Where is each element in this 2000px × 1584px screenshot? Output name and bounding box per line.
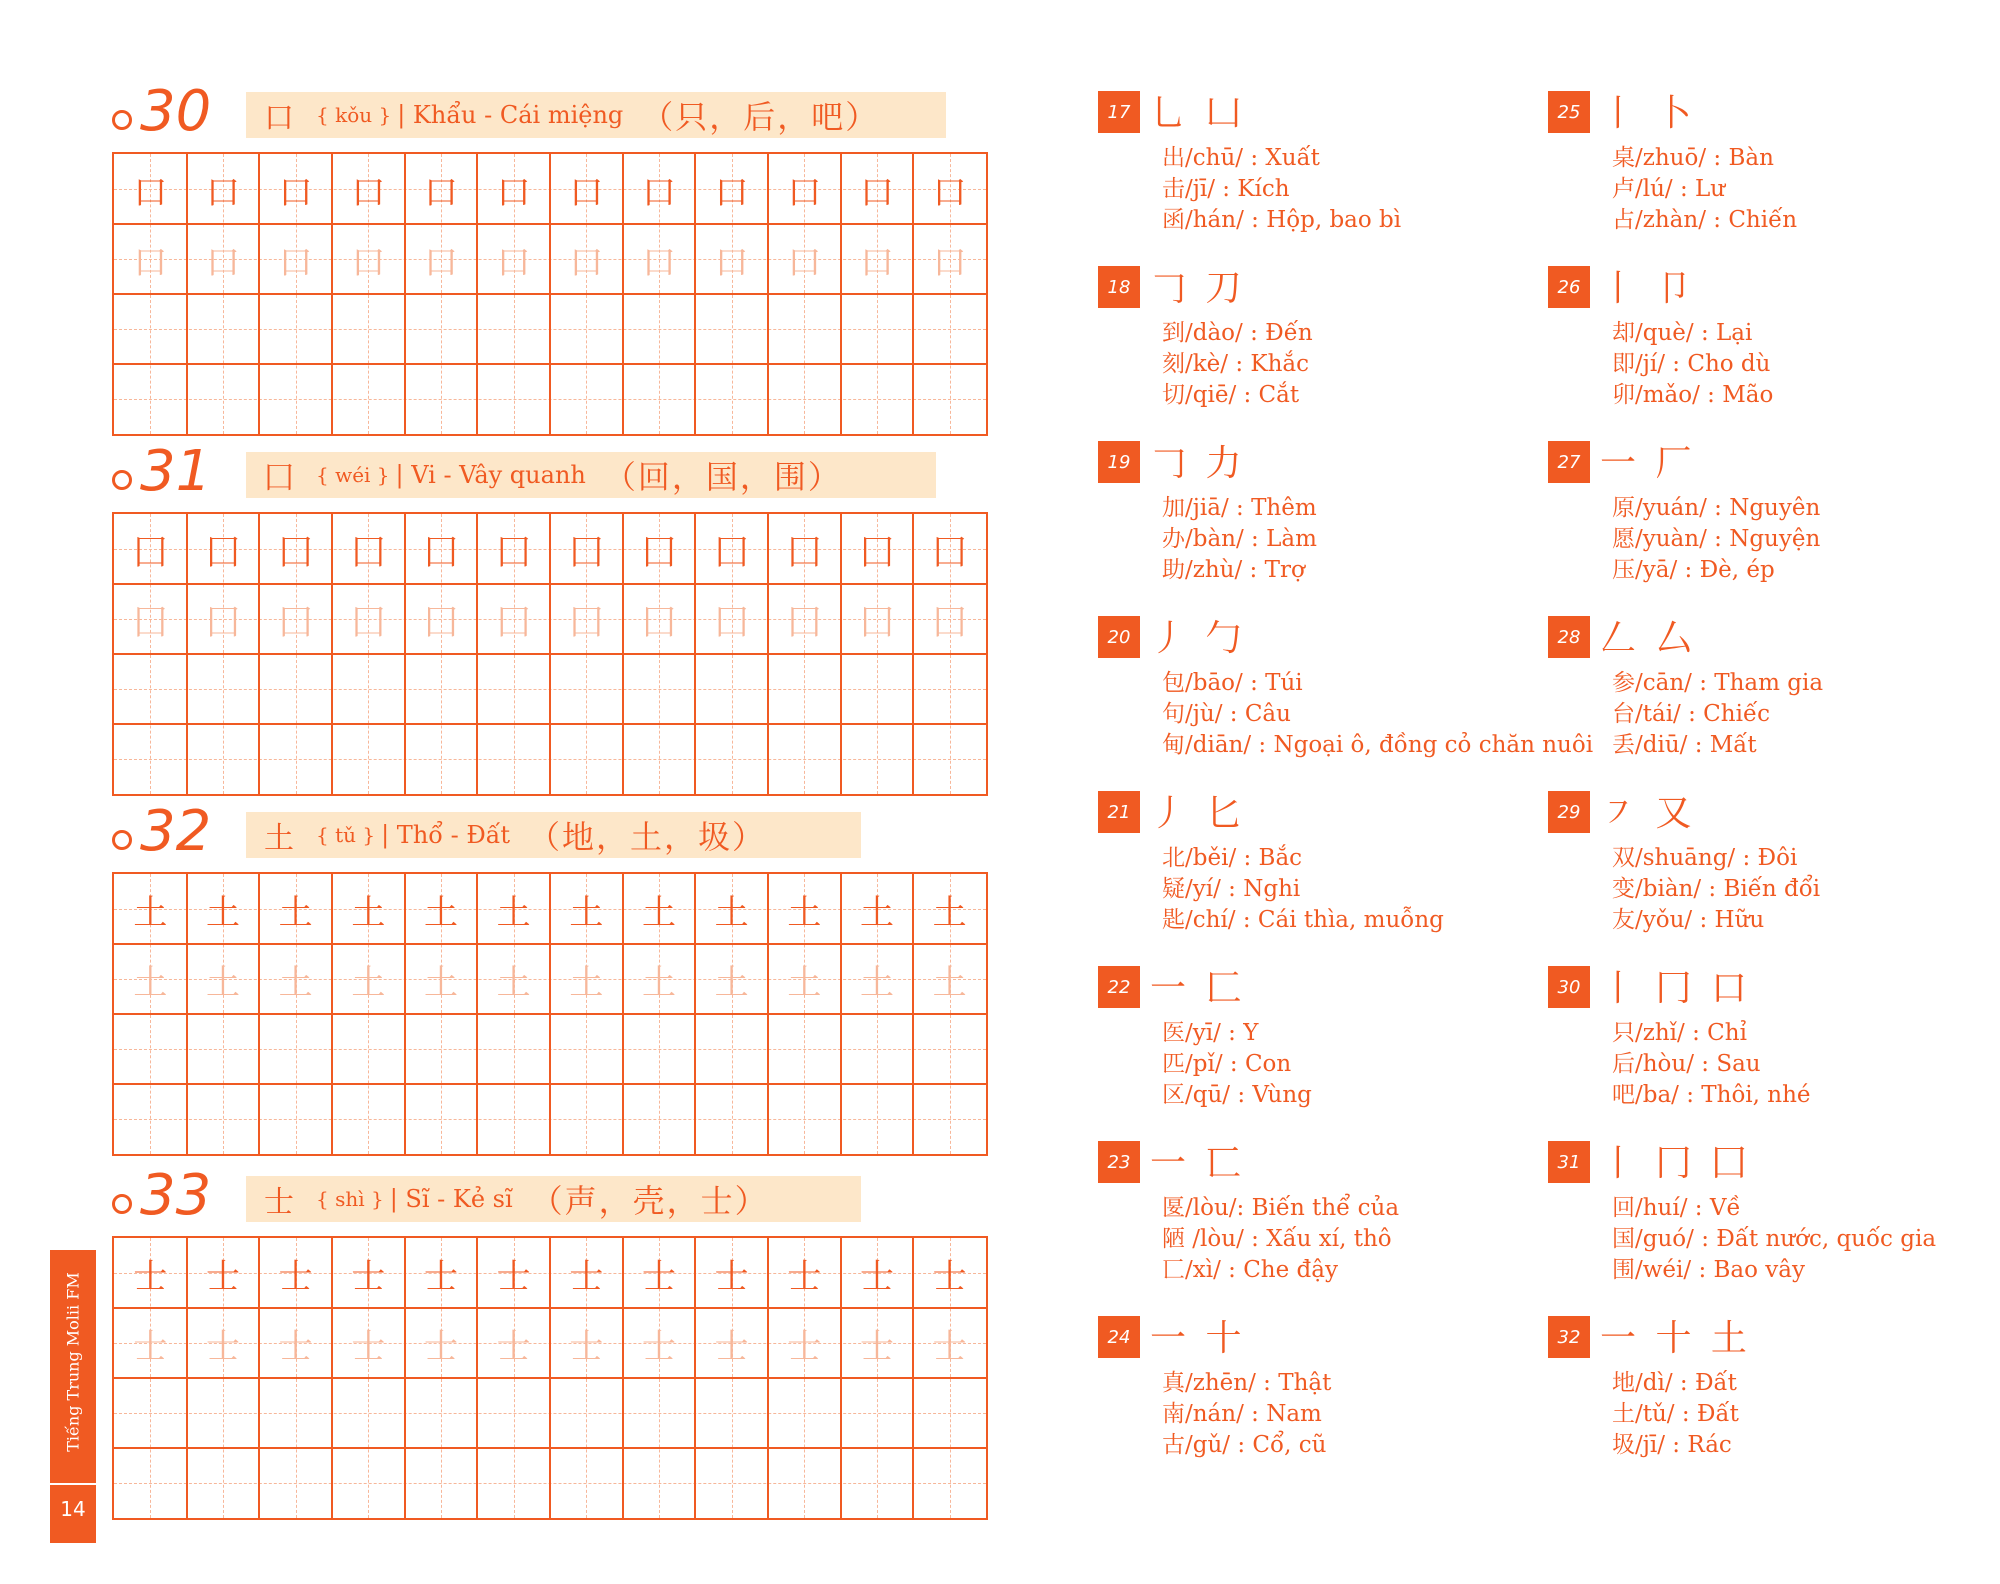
practice-char: 土 <box>133 892 168 933</box>
example-word: 击/jī/ : Kích <box>1162 176 1290 202</box>
example-words <box>1162 318 1313 411</box>
practice-char: 口 <box>859 172 894 213</box>
trace-char: 士 <box>641 1326 676 1367</box>
radical-char: 囗 <box>264 461 294 496</box>
trace-char: 囗 <box>351 602 386 643</box>
practice-char: 口 <box>641 172 676 213</box>
trace-char: 士 <box>569 1326 604 1367</box>
trace-char: 口 <box>133 242 168 283</box>
stroke-sequence: ㇇ 又 <box>1600 793 1696 834</box>
example-word: 回/huí/ : Về <box>1612 1195 1741 1221</box>
example-word: 助/zhù/ : Trợ <box>1162 557 1305 583</box>
entry-number-badge: 22 <box>1098 966 1140 1008</box>
entry-number-badge: 18 <box>1098 266 1140 308</box>
trace-char: 囗 <box>133 602 168 643</box>
radical-examples: （回，国，围） <box>603 458 842 496</box>
entry-number-badge: 24 <box>1098 1316 1140 1358</box>
section-number: 33 <box>140 1163 212 1228</box>
trace-char: 口 <box>859 242 894 283</box>
trace-char: 口 <box>714 242 749 283</box>
practice-char: 囗 <box>569 532 604 573</box>
practice-char: 口 <box>423 172 458 213</box>
trace-char: 口 <box>787 242 822 283</box>
radical-examples: （只，后，吧） <box>641 98 880 136</box>
stroke-sequence: 丿 勹 <box>1150 618 1246 659</box>
practice-char: 士 <box>351 1256 386 1297</box>
example-word: 后/hòu/ : Sau <box>1612 1051 1761 1077</box>
entry-number-badge: 29 <box>1548 791 1590 833</box>
practice-char: 土 <box>423 892 458 933</box>
entry-number-badge: 21 <box>1098 791 1140 833</box>
practice-char: 士 <box>205 1256 240 1297</box>
page-sidebar <box>50 1250 96 1543</box>
example-words <box>1162 1193 1399 1286</box>
example-word: 疑/yí/ : Nghi <box>1162 876 1301 902</box>
radical-info-band <box>246 92 946 138</box>
practice-char: 囗 <box>932 532 967 573</box>
radical-info-band <box>246 452 936 498</box>
practice-grid <box>112 152 988 436</box>
example-words <box>1612 318 1773 411</box>
trace-char: 土 <box>278 962 313 1003</box>
grid-line <box>114 363 986 365</box>
practice-char: 囗 <box>351 532 386 573</box>
example-words <box>1162 1018 1312 1111</box>
practice-char: 士 <box>859 1256 894 1297</box>
example-word: 卯/mǎo/ : Mão <box>1612 382 1774 408</box>
radical-examples: （声，壳，士） <box>530 1182 769 1220</box>
trace-char: 土 <box>787 962 822 1003</box>
radical-info-band <box>246 1176 861 1222</box>
practice-char: 土 <box>932 892 967 933</box>
example-word: 圾/jī/ : Rác <box>1612 1432 1732 1458</box>
trace-char: 土 <box>496 962 531 1003</box>
trace-char: 口 <box>278 242 313 283</box>
trace-char: 囗 <box>714 602 749 643</box>
stroke-sequence: 一 匚 <box>1150 968 1246 1009</box>
stroke-sequence: 一 十 <box>1150 1318 1246 1359</box>
stroke-sequence: 一 十 土 <box>1600 1318 1751 1359</box>
trace-char: 口 <box>932 242 967 283</box>
radical-pinyin: { kǒu } <box>316 103 392 127</box>
radical-meaning: | Khẩu - Cái miệng <box>397 101 624 129</box>
example-words <box>1612 843 1820 936</box>
stroke-sequence: 乚 凵 <box>1150 93 1246 134</box>
trace-char: 士 <box>205 1326 240 1367</box>
entry-number-badge: 25 <box>1548 91 1590 133</box>
radical-info-band <box>246 812 861 858</box>
trace-char: 口 <box>351 242 386 283</box>
example-word: 切/qiē/ : Cắt <box>1162 382 1300 408</box>
entry-number-badge: 20 <box>1098 616 1140 658</box>
practice-char: 口 <box>133 172 168 213</box>
entry-number-badge: 23 <box>1098 1141 1140 1183</box>
example-words <box>1162 143 1401 236</box>
practice-char: 土 <box>641 892 676 933</box>
entry-number-badge: 28 <box>1548 616 1590 658</box>
entry-number-badge: 26 <box>1548 266 1590 308</box>
practice-char: 士 <box>496 1256 531 1297</box>
practice-char: 囗 <box>496 532 531 573</box>
trace-char: 土 <box>205 962 240 1003</box>
practice-section-32 <box>112 799 988 1003</box>
practice-char: 土 <box>787 892 822 933</box>
stroke-sequence: 一 匸 <box>1150 1143 1246 1184</box>
example-word: 土/tǔ/ : Đất <box>1612 1401 1739 1427</box>
trace-char: 土 <box>641 962 676 1003</box>
example-word: 刻/kè/ : Khắc <box>1162 351 1310 377</box>
radical-pinyin: { shì } <box>316 1187 384 1211</box>
trace-char: 士 <box>423 1326 458 1367</box>
trace-char: 士 <box>787 1326 822 1367</box>
grid-line <box>114 1447 986 1449</box>
practice-grid <box>112 1236 988 1520</box>
practice-char: 士 <box>787 1256 822 1297</box>
practice-char: 土 <box>569 892 604 933</box>
trace-char: 士 <box>278 1326 313 1367</box>
practice-section-33 <box>112 1163 988 1367</box>
trace-char: 土 <box>859 962 894 1003</box>
radical-pinyin: { wéi } <box>316 463 390 487</box>
example-word: 国/guó/ : Đất nước, quốc gia <box>1612 1226 1937 1252</box>
example-word: 匽/lòu/: Biến thể của <box>1162 1195 1400 1221</box>
section-header <box>112 1163 988 1228</box>
practice-char: 囗 <box>859 532 894 573</box>
example-word: 桌/zhuō/ : Bàn <box>1612 145 1774 171</box>
example-word: 匙/chí/ : Cái thìa, muỗng <box>1162 907 1444 933</box>
page-number: 14 <box>60 1497 86 1521</box>
practice-section-30 <box>112 79 988 283</box>
practice-char: 土 <box>278 892 313 933</box>
radical-char: 土 <box>264 821 294 856</box>
radical-meaning: | Sĩ - Kẻ sĩ <box>389 1185 513 1213</box>
trace-char: 士 <box>351 1326 386 1367</box>
practice-char: 口 <box>496 172 531 213</box>
trace-char: 口 <box>496 242 531 283</box>
example-word: 却/què/ : Lại <box>1612 320 1753 346</box>
practice-char: 士 <box>932 1256 967 1297</box>
example-words <box>1612 668 1823 761</box>
section-number: 31 <box>140 439 212 504</box>
example-word: 丢/diū/ : Mất <box>1612 732 1757 758</box>
example-word: 吧/ba/ : Thôi, nhé <box>1612 1082 1811 1108</box>
trace-char: 囗 <box>641 602 676 643</box>
practice-char: 口 <box>278 172 313 213</box>
trace-char: 囗 <box>932 602 967 643</box>
trace-char: 口 <box>205 242 240 283</box>
trace-char: 口 <box>569 242 604 283</box>
stroke-sequence: 𠃌 刀 <box>1150 268 1246 309</box>
practice-char: 土 <box>714 892 749 933</box>
radical-examples: （地，土，圾） <box>528 818 767 856</box>
radical-char: 口 <box>264 101 294 136</box>
entry-number-badge: 31 <box>1548 1141 1590 1183</box>
practice-section-31 <box>112 439 988 643</box>
practice-char: 口 <box>932 172 967 213</box>
entry-number-badge: 19 <box>1098 441 1140 483</box>
example-word: 函/hán/ : Hộp, bao bì <box>1162 207 1402 233</box>
trace-char: 囗 <box>496 602 531 643</box>
entry-number-badge: 30 <box>1548 966 1590 1008</box>
practice-char: 囗 <box>787 532 822 573</box>
bullet-circle-icon <box>112 1194 132 1214</box>
sidebar-divider <box>50 1483 96 1485</box>
example-words <box>1612 493 1820 586</box>
practice-char: 口 <box>787 172 822 213</box>
trace-char: 士 <box>859 1326 894 1367</box>
trace-char: 士 <box>932 1326 967 1367</box>
trace-char: 土 <box>932 962 967 1003</box>
practice-char: 士 <box>641 1256 676 1297</box>
trace-char: 口 <box>423 242 458 283</box>
example-word: 原/yuán/ : Nguyên <box>1612 495 1821 521</box>
example-word: 双/shuāng/ : Đôi <box>1612 845 1798 871</box>
stroke-sequence: 丿 匕 <box>1150 793 1246 834</box>
practice-char: 囗 <box>205 532 240 573</box>
practice-char: 士 <box>133 1256 168 1297</box>
trace-char: 囗 <box>859 602 894 643</box>
practice-char: 囗 <box>714 532 749 573</box>
example-word: 南/nán/ : Nam <box>1162 1401 1322 1427</box>
stroke-sequence: 一 厂 <box>1600 443 1696 484</box>
practice-grid <box>112 872 988 1156</box>
example-word: 到/dào/ : Đến <box>1162 320 1313 346</box>
section-header <box>112 439 988 504</box>
trace-char: 士 <box>496 1326 531 1367</box>
entry-number-badge: 17 <box>1098 91 1140 133</box>
example-word: 医/yī/ : Y <box>1162 1020 1259 1046</box>
practice-char: 土 <box>205 892 240 933</box>
trace-char: 囗 <box>278 602 313 643</box>
example-word: 陋 /lòu/ : Xấu xí, thô <box>1162 1226 1392 1252</box>
practice-char: 士 <box>714 1256 749 1297</box>
practice-char: 土 <box>351 892 386 933</box>
example-word: 区/qū/ : Vùng <box>1162 1082 1312 1108</box>
practice-char: 囗 <box>423 532 458 573</box>
example-word: 匹/pǐ/ : Con <box>1162 1051 1292 1077</box>
example-word: 友/yǒu/ : Hữu <box>1612 907 1765 933</box>
trace-char: 囗 <box>205 602 240 643</box>
example-word: 愿/yuàn/ : Nguyện <box>1612 526 1821 552</box>
grid-line <box>114 723 986 725</box>
example-words <box>1162 843 1444 936</box>
trace-char: 士 <box>714 1326 749 1367</box>
example-words <box>1612 1018 1811 1111</box>
trace-char: 土 <box>351 962 386 1003</box>
example-word: 古/gǔ/ : Cổ, cũ <box>1162 1432 1327 1458</box>
example-word: 办/bàn/ : Làm <box>1162 526 1317 552</box>
trace-char: 士 <box>133 1326 168 1367</box>
practice-char: 口 <box>714 172 749 213</box>
practice-char: 士 <box>423 1256 458 1297</box>
example-word: 甸/diān/ : Ngoại ô, đồng cỏ chăn nuôi <box>1162 732 1594 758</box>
trace-char: 囗 <box>569 602 604 643</box>
stroke-sequence: 丨 卩 <box>1600 268 1696 309</box>
example-word: 匸/xì/ : Che đậy <box>1162 1257 1338 1283</box>
example-word: 台/tái/ : Chiếc <box>1612 701 1770 727</box>
section-number: 32 <box>140 799 212 864</box>
practice-char: 土 <box>859 892 894 933</box>
radical-pinyin: { tǔ } <box>316 823 376 847</box>
stroke-sequence: 𠃋 厶 <box>1600 618 1696 659</box>
trace-char: 土 <box>569 962 604 1003</box>
trace-char: 囗 <box>423 602 458 643</box>
section-header <box>112 799 988 864</box>
example-word: 参/cān/ : Tham gia <box>1612 670 1824 696</box>
practice-char: 囗 <box>133 532 168 573</box>
radical-meaning: | Thổ - Đất <box>381 821 511 849</box>
example-word: 包/bāo/ : Túi <box>1162 670 1303 696</box>
stroke-sequence: 𠃌 力 <box>1150 443 1246 484</box>
bullet-circle-icon <box>112 470 132 490</box>
example-word: 真/zhēn/ : Thật <box>1162 1370 1332 1396</box>
bullet-circle-icon <box>112 110 132 130</box>
practice-char: 口 <box>351 172 386 213</box>
practice-char: 土 <box>496 892 531 933</box>
example-words <box>1612 1368 1739 1461</box>
trace-char: 土 <box>133 962 168 1003</box>
example-word: 压/yā/ : Đè, ép <box>1612 557 1775 583</box>
section-header <box>112 79 988 144</box>
stroke-sequence: 丨 卜 <box>1600 93 1696 134</box>
example-word: 即/jí/ : Cho dù <box>1612 351 1771 377</box>
radical-meaning: | Vi - Vây quanh <box>395 461 586 489</box>
example-word: 出/chū/ : Xuất <box>1162 145 1320 171</box>
practice-char: 口 <box>569 172 604 213</box>
brand-label: Tiếng Trung Molii FM <box>63 1272 83 1452</box>
bullet-circle-icon <box>112 830 132 850</box>
example-words <box>1162 1368 1331 1461</box>
example-word: 围/wéi/ : Bao vây <box>1612 1257 1805 1283</box>
entry-number-badge: 27 <box>1548 441 1590 483</box>
example-word: 北/běi/ : Bắc <box>1162 845 1303 871</box>
example-word: 句/jù/ : Câu <box>1162 701 1291 727</box>
practice-char: 口 <box>205 172 240 213</box>
example-word: 卢/lú/ : Lư <box>1612 176 1726 202</box>
example-word: 变/biàn/ : Biến đổi <box>1612 876 1821 902</box>
example-word: 只/zhǐ/ : Chỉ <box>1612 1020 1747 1046</box>
stroke-sequence: 丨 冂 口 <box>1600 968 1751 1009</box>
section-number: 30 <box>140 79 212 144</box>
practice-char: 囗 <box>278 532 313 573</box>
trace-char: 口 <box>641 242 676 283</box>
example-word: 地/dì/ : Đất <box>1612 1370 1737 1396</box>
practice-char: 士 <box>569 1256 604 1297</box>
example-word: 加/jiā/ : Thêm <box>1162 495 1317 521</box>
practice-char: 士 <box>278 1256 313 1297</box>
trace-char: 土 <box>423 962 458 1003</box>
radical-char: 士 <box>264 1185 294 1220</box>
trace-char: 囗 <box>787 602 822 643</box>
grid-line <box>114 1083 986 1085</box>
example-words <box>1162 668 1593 761</box>
example-words <box>1162 493 1317 586</box>
example-words <box>1612 1193 1936 1286</box>
example-words <box>1612 143 1797 236</box>
entry-number-badge: 32 <box>1548 1316 1590 1358</box>
practice-grid <box>112 512 988 796</box>
stroke-sequence: 丨 冂 囗 <box>1600 1143 1751 1184</box>
example-word: 占/zhàn/ : Chiến <box>1612 207 1798 233</box>
trace-char: 土 <box>714 962 749 1003</box>
practice-char: 囗 <box>641 532 676 573</box>
